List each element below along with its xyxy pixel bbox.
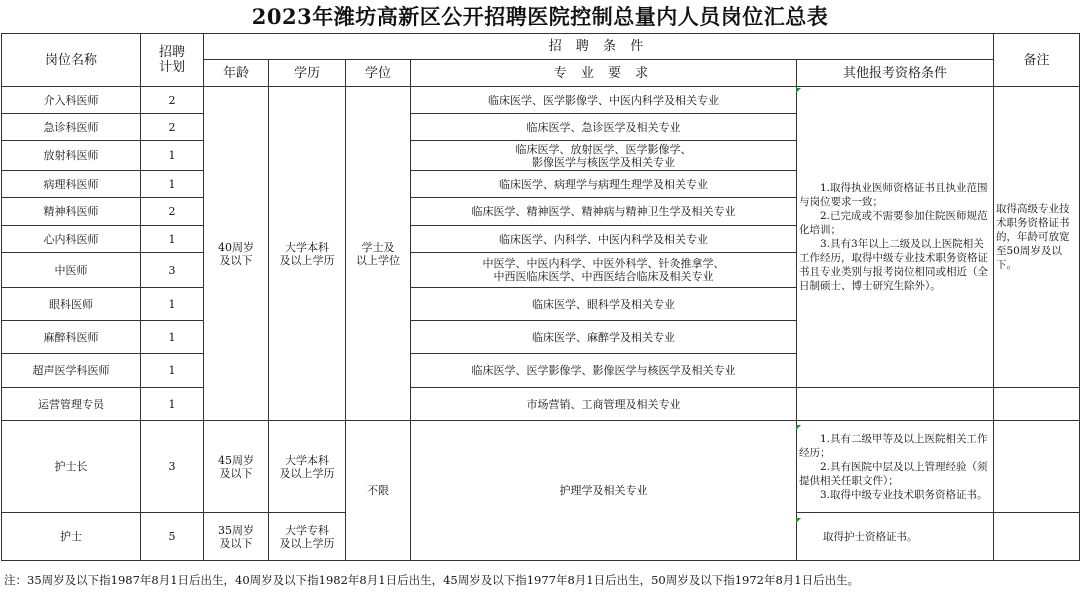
major-requirement: 临床医学、急诊医学及相关专业: [411, 114, 797, 141]
education-requirement: 大学专科 及以上学历: [269, 513, 346, 561]
position-name: 超声医学科医师: [2, 354, 141, 388]
header-other: 其他报考资格条件: [797, 60, 994, 87]
positions-table: [1, 33, 1080, 561]
major-requirement: 中医学、中医内科学、中医外科学、针灸推拿学、 中西医临床医学、中西医结合临床及相关专业: [411, 253, 797, 288]
major-requirement: 临床医学、眼科学及相关专业: [411, 288, 797, 321]
position-name: 运营管理专员: [2, 388, 141, 421]
education-requirement: 大学本科 及以上学历: [269, 421, 346, 513]
major-requirement: 临床医学、内科学、中医内科学及相关专业: [411, 226, 797, 253]
major-requirement: 临床医学、病理学与病理生理学及相关专业: [411, 171, 797, 198]
page-title: 2023年潍坊高新区公开招聘医院控制总量内人员岗位汇总表: [251, 4, 829, 29]
header-position: 岗位名称: [2, 34, 141, 87]
position-name: 介入科医师: [2, 87, 141, 114]
position-name: 护士: [2, 513, 141, 561]
header-plan: 招聘 计划: [141, 34, 204, 87]
plan-count: 1: [141, 288, 204, 321]
head-nurse-other-requirements: 1.具有二级甲等及以上医院相关工作经历； 2.具有医院中层及以上管理经验（须提供相关任职文件）； 3.取得中级专业技术职务资格证书。: [797, 421, 994, 513]
plan-count: 2: [141, 114, 204, 141]
position-name: 护士长: [2, 421, 141, 513]
doctor-education: 大学本科 及以上学历: [269, 87, 346, 421]
header-remark: 备注: [994, 34, 1080, 87]
empty-cell: [994, 513, 1080, 561]
doctor-degree: 学士及 以上学位: [346, 87, 411, 421]
position-name: 麻醉科医师: [2, 321, 141, 354]
age-requirement: 45周岁 及以下: [204, 421, 269, 513]
plan-count: 1: [141, 354, 204, 388]
major-requirement: 临床医学、医学影像学、影像医学与核医学及相关专业: [411, 354, 797, 388]
plan-count: 1: [141, 171, 204, 198]
empty-cell: [797, 388, 994, 421]
plan-count: 1: [141, 321, 204, 354]
position-name: 精神科医师: [2, 198, 141, 226]
doctor-age: 40周岁 及以下: [204, 87, 269, 421]
header-conditions: 招 聘 条 件: [204, 34, 994, 60]
position-name: 心内科医师: [2, 226, 141, 253]
plan-count: 2: [141, 198, 204, 226]
nurse-degree: 不限: [346, 421, 411, 561]
major-requirement: 临床医学、医学影像学、中医内科学及相关专业: [411, 87, 797, 114]
major-requirement: 临床医学、麻醉学及相关专业: [411, 321, 797, 354]
plan-count: 2: [141, 87, 204, 114]
header-age: 年龄: [204, 60, 269, 87]
empty-cell: [994, 421, 1080, 513]
nurse-major: 护理学及相关专业: [411, 421, 797, 561]
position-name: 中医师: [2, 253, 141, 288]
header-degree: 学位: [346, 60, 411, 87]
major-requirement: 市场营销、工商管理及相关专业: [411, 388, 797, 421]
doctor-remark: 取得高级专业技术职务资格证书的，年龄可放宽至50周岁及以下。: [994, 87, 1080, 388]
empty-cell: [994, 388, 1080, 421]
header-major: 专 业 要 求: [411, 60, 797, 87]
plan-count: 3: [141, 421, 204, 513]
position-name: 急诊科医师: [2, 114, 141, 141]
plan-count: 3: [141, 253, 204, 288]
major-requirement: 临床医学、精神医学、精神病与精神卫生学及相关专业: [411, 198, 797, 226]
plan-count: 5: [141, 513, 204, 561]
footnote: 注：35周岁及以下指1987年8月1日后出生，40周岁及以下指1982年8月1日后出生，45周岁及以下指1977年8月1日后出生，50周岁及以下指1972年8月1日后出生。: [4, 573, 860, 587]
cell-marker-icon: [796, 425, 801, 430]
plan-count: 1: [141, 388, 204, 421]
position-name: 病理科医师: [2, 171, 141, 198]
age-requirement: 35周岁 及以下: [204, 513, 269, 561]
plan-count: 1: [141, 226, 204, 253]
doctor-other-requirements: 1.取得执业医师资格证书且执业范围与岗位要求一致； 2.已完成或不需要参加住院医师规范化培训； 3.具有3年以上二级及以上医院相关工作经历，取得中级专业技术职务资格证书且专业类别与报考岗位相同或相近（全日制硕士、博士研究生除外）。: [797, 87, 994, 388]
position-name: 眼科医师: [2, 288, 141, 321]
header-education: 学历: [269, 60, 346, 87]
cell-marker-icon: [796, 518, 801, 523]
position-name: 放射科医师: [2, 141, 141, 171]
plan-count: 1: [141, 141, 204, 171]
cell-marker-icon: [796, 88, 801, 93]
nurse-other-requirements: 取得护士资格证书。: [797, 513, 994, 561]
major-requirement: 临床医学、放射医学、医学影像学、 影像医学与核医学及相关专业: [411, 141, 797, 171]
